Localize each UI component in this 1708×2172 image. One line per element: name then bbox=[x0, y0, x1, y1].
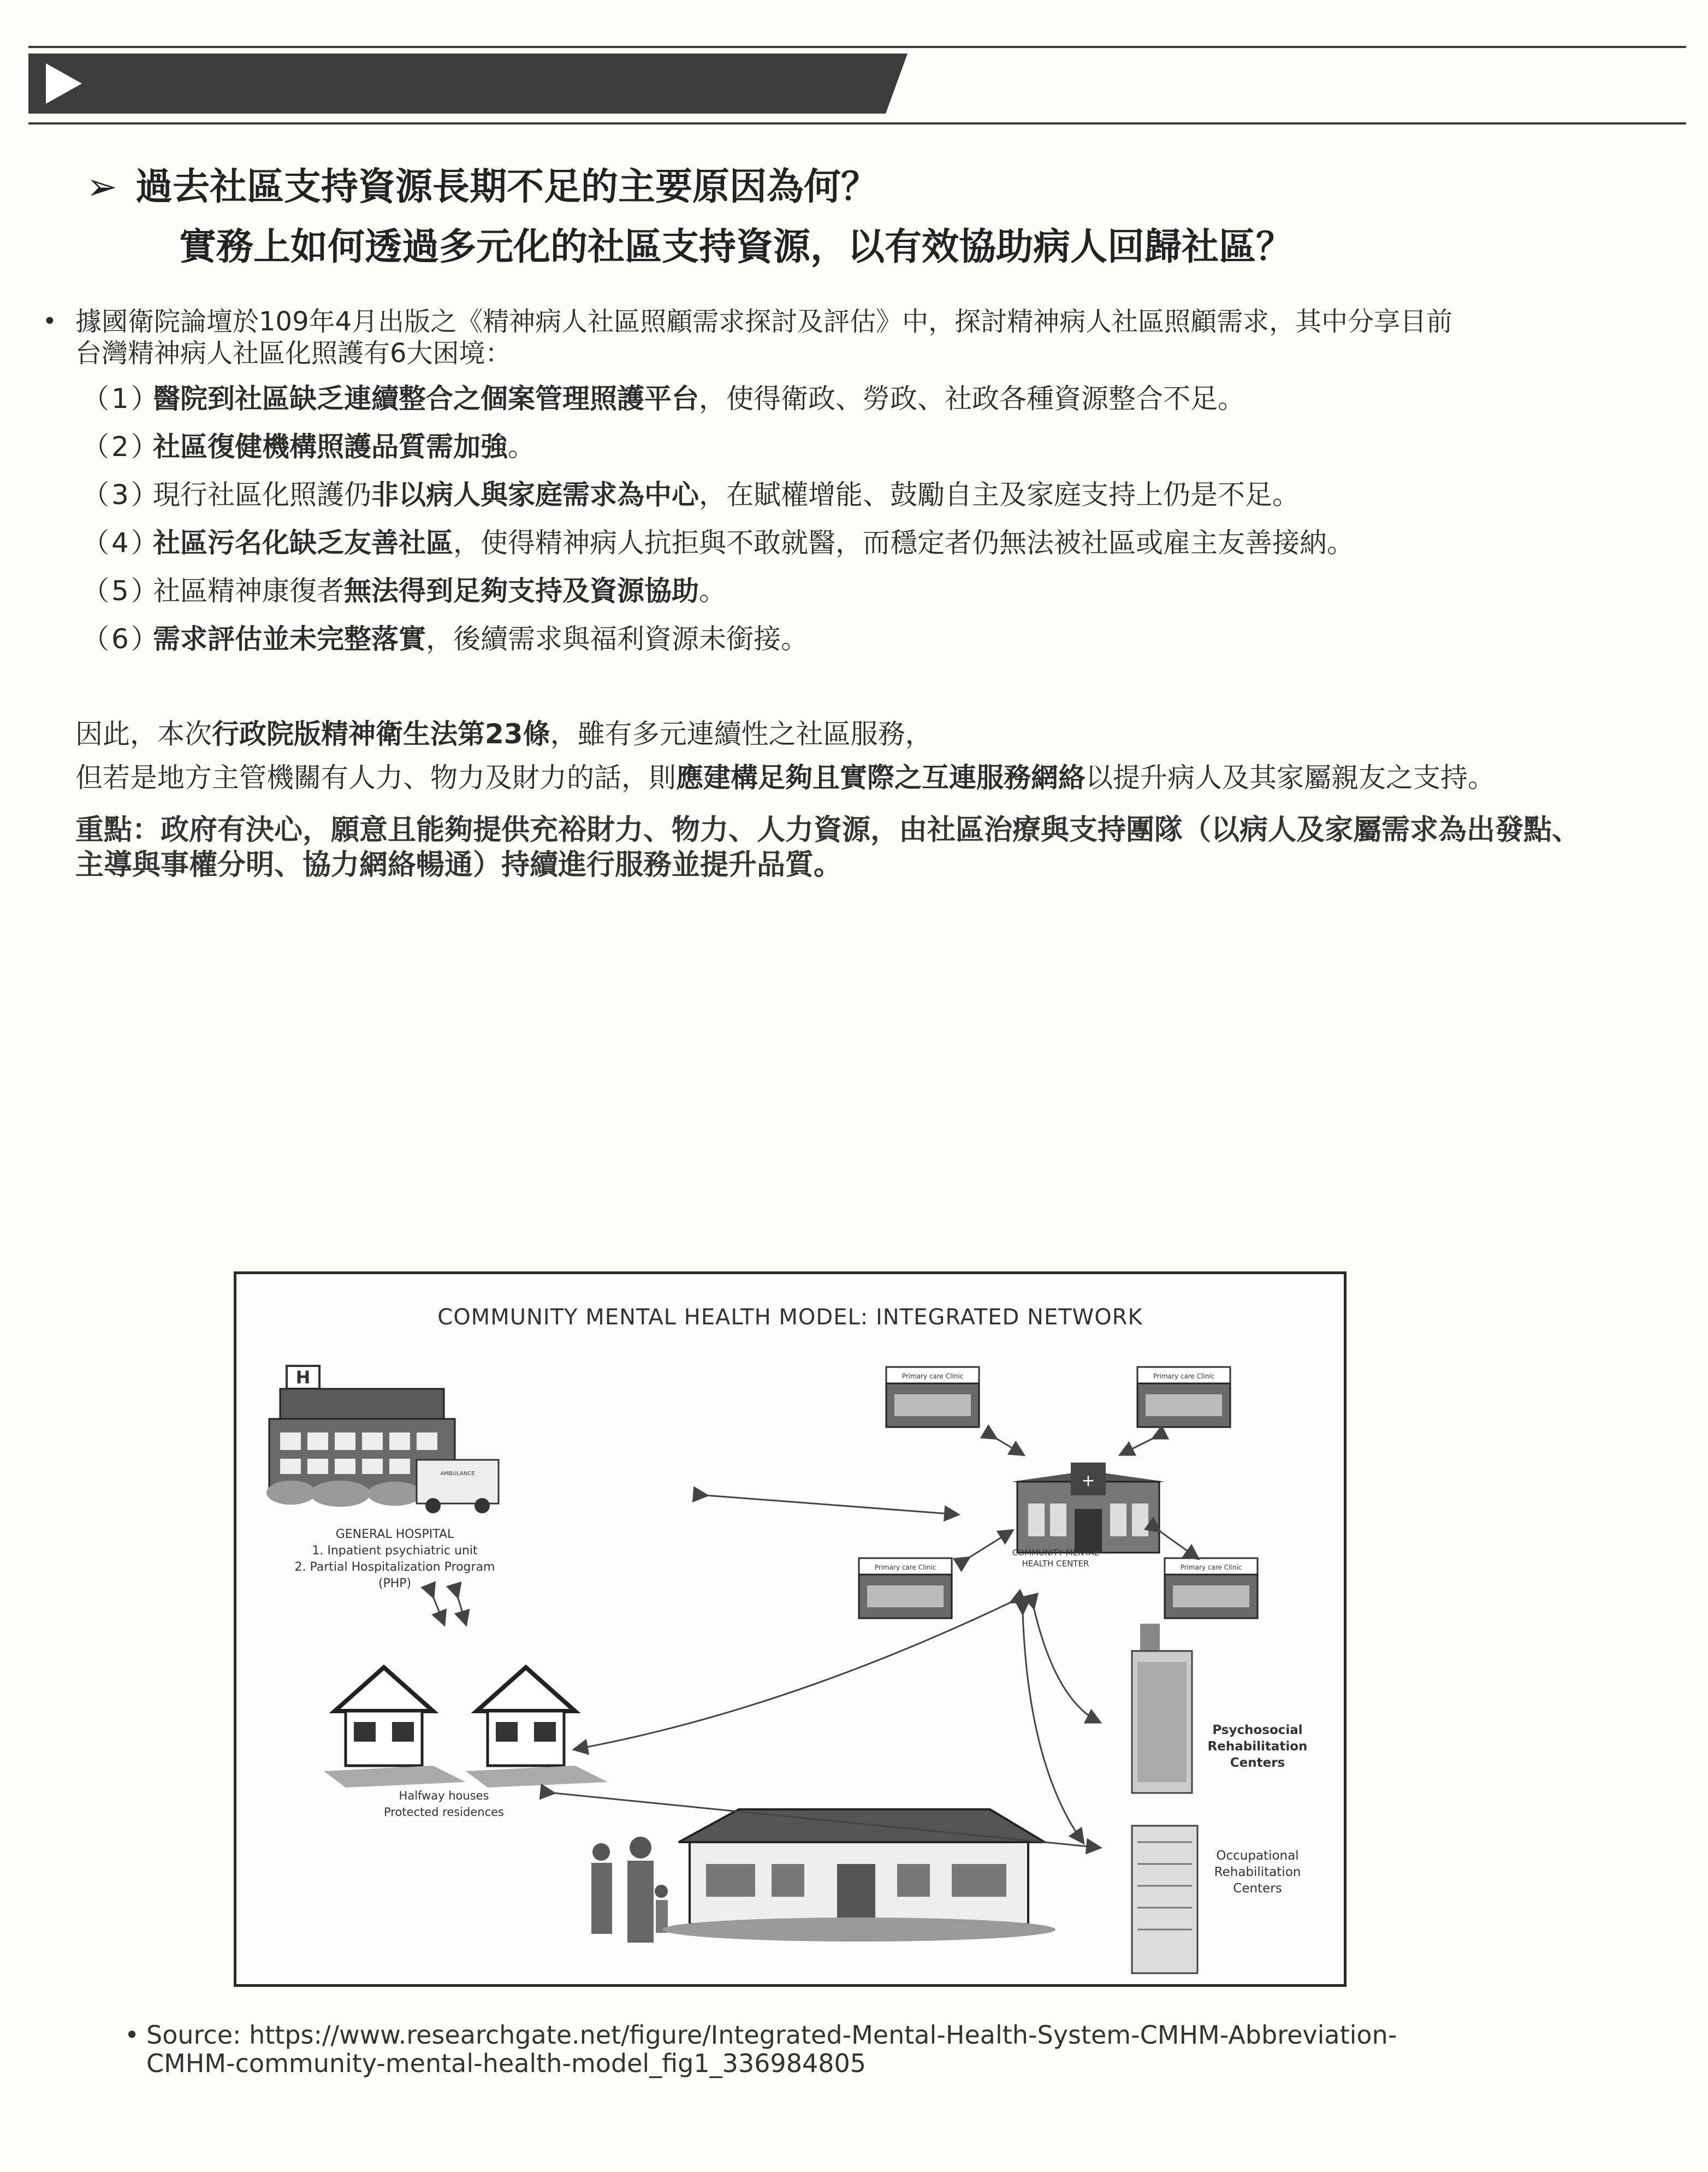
ambulance-icon bbox=[417, 1460, 499, 1504]
psychosocial-center-icon bbox=[1132, 1624, 1192, 1793]
occupational-label: Occupational Rehabilitation Centers bbox=[1214, 1849, 1301, 1896]
conclusion-line-2: 但若是地方主管機關有人力、物力及財力的話，則應建構足夠且實際之互連服務網絡以提升病人及其家屬親友之支持。 bbox=[75, 762, 1495, 794]
question-heading bbox=[86, 157, 1610, 277]
list-item: （1）醫院到社區缺乏連續整合之個案管理照護平台，使得衛政、勞政、社政各種資源整合不足。 bbox=[82, 383, 1245, 415]
svg-text:Primary care Clinic: Primary care Clinic bbox=[902, 1372, 964, 1380]
halfway-label: Halfway houses Protected residences bbox=[383, 1789, 504, 1819]
conclusion-line-1: 因此，本次行政院版精神衛生法第23條，雖有多元連續性之社區服務， bbox=[75, 718, 933, 750]
intro-line-2: 台灣精神病人社區化照護有6大困境： bbox=[75, 338, 512, 369]
key-line-2: 主導與事權分明、協力網絡暢通）持續進行服務並提升品質。 bbox=[75, 849, 843, 881]
source-line-2: CMHM-community-mental-health-model_fig1_336984805 bbox=[146, 2049, 867, 2078]
halfway-house-icon bbox=[324, 1667, 466, 1788]
clinic-icon-bottom-left bbox=[859, 1558, 952, 1618]
source-citation bbox=[124, 2020, 1675, 2078]
intro-paragraph bbox=[43, 306, 1648, 369]
key-point bbox=[75, 813, 1686, 883]
list-item: （5）社區精神康復者無法得到足夠支持及資源協助。 bbox=[82, 575, 726, 607]
diagram-title: COMMUNITY MENTAL HEALTH MODEL: INTEGRATED NETWORK bbox=[437, 1305, 1143, 1330]
list-item: （3）現行社區化照護仍非以病人與家庭需求為中心，在賦權增能、鼓勵自主及家庭支持上仍是不足。 bbox=[82, 479, 1300, 511]
bottom-rule bbox=[28, 122, 1686, 125]
family-icon bbox=[591, 1837, 668, 1943]
bullet-dot-icon: • bbox=[124, 2020, 140, 2050]
svg-text:Primary care Clinic: Primary care Clinic bbox=[874, 1564, 936, 1571]
psychosocial-label: Psychosocial Rehabilitation Centers bbox=[1207, 1723, 1308, 1770]
clinic-icon-top-left bbox=[886, 1367, 979, 1427]
difficulty-list bbox=[82, 382, 1665, 671]
cmhc-building-icon bbox=[1012, 1463, 1165, 1553]
svg-text:Primary care Clinic: Primary care Clinic bbox=[1180, 1564, 1242, 1571]
top-rule bbox=[28, 46, 1686, 48]
clinic-icon-bottom-right bbox=[1165, 1558, 1258, 1618]
list-item: （2）社區復健機構照護品質需加強。 bbox=[82, 431, 535, 463]
arrow-bullet-icon: ➢ bbox=[86, 165, 117, 209]
key-line-1: 重點：政府有決心，願意且能夠提供充裕財力、物力、人力資源，由社區治療與支持團隊（以病人及家屬需求為出發點、 bbox=[75, 814, 1581, 847]
hospital-icon bbox=[266, 1366, 499, 1513]
halfway-house-icon bbox=[466, 1667, 608, 1788]
svg-text:+: + bbox=[1081, 1471, 1095, 1490]
svg-text:Primary care Clinic: Primary care Clinic bbox=[1153, 1372, 1215, 1380]
intro-line-1: 據國衛院論壇於109年4月出版之《精神病人社區照顧需求探討及評估》中，探討精神病人社區照顧需求，其中分享目前 bbox=[75, 306, 1453, 337]
list-item: （4）社區污名化缺乏友善社區，使得精神病人抗拒與不敢就醫，而穩定者仍無法被社區或雇主友善接納。 bbox=[82, 527, 1354, 559]
clinic-icon-top-right bbox=[1137, 1367, 1230, 1427]
community-house-icon bbox=[662, 1809, 1055, 1942]
question-line-1: 過去社區支持資源長期不足的主要原因為何？ bbox=[135, 165, 879, 209]
question-line-2: 實務上如何透過多元化的社區支持資源，以有效協助病人回歸社區？ bbox=[179, 226, 1294, 269]
list-item: （6）需求評估並未完整落實，後續需求與福利資源未銜接。 bbox=[82, 623, 808, 655]
ambulance-text: AMBULANCE bbox=[440, 1471, 475, 1477]
section-banner bbox=[28, 54, 908, 114]
network-diagram bbox=[234, 1271, 1347, 1987]
hospital-letter: H bbox=[295, 1367, 311, 1388]
source-line-1: Source: https://www.researchgate.net/figure/Integrated-Mental-Health-System-CMHM-Abbreviation- bbox=[146, 2020, 1397, 2050]
hospital-label: GENERAL HOSPITAL 1. Inpatient psychiatric unit 2. Partial Hospitalization Program (PHP) bbox=[294, 1528, 495, 1590]
cmhc-label: COMMUNITY MENTAL HEALTH CENTER bbox=[1012, 1548, 1099, 1569]
occupational-center-icon bbox=[1132, 1826, 1197, 1973]
bullet-dot-icon: • bbox=[43, 307, 57, 335]
